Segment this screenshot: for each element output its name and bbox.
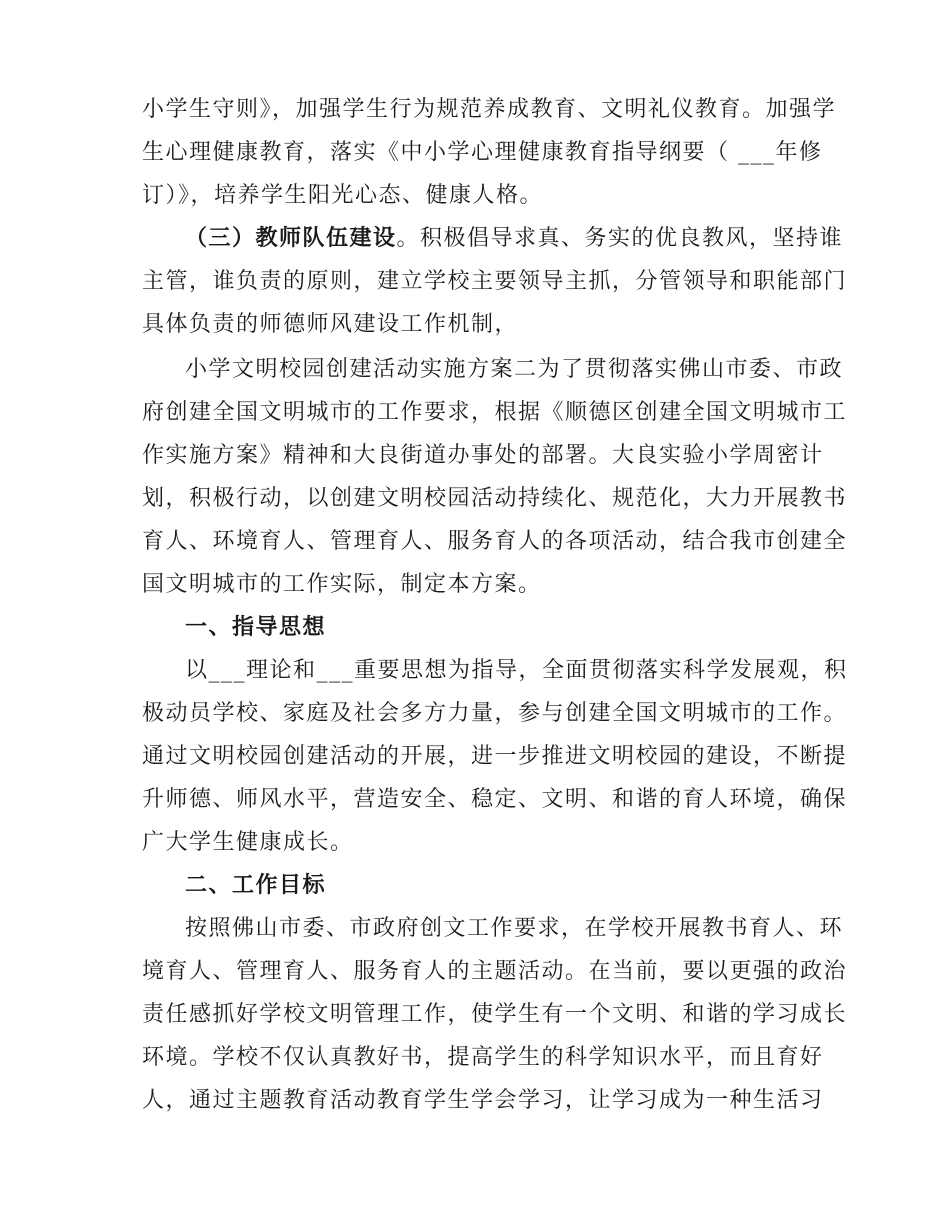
text-line: 升师德、师风水平，营造安全、稳定、文明、和谐的育人环境，确保 bbox=[142, 787, 848, 812]
text-line: 境育人、管理育人、服务育人的主题活动。在当前，要以更强的政治 bbox=[142, 959, 848, 984]
text-line: 具体负责的师德师风建设工作机制， bbox=[142, 312, 519, 337]
text-line: 小学文明校园创建活动实施方案二为了贯彻落实佛山市委、市政 bbox=[185, 357, 844, 382]
text-line: 小学生守则》，加强学生行为规范养成教育、文明礼仪教育。加强学 bbox=[142, 97, 837, 122]
text-line: 府创建全国文明城市的工作要求，根据《顺德区创建全国文明城市工 bbox=[142, 400, 848, 425]
text-line: 环境。学校不仅认真教好书，提高学生的科学知识水平，而且育好 bbox=[142, 1045, 824, 1070]
text-line: 人，通过主题教育活动教育学生学会学习，让学习成为一种生活习 bbox=[142, 1088, 824, 1113]
text-line: 极动员学校、家庭及社会多方力量，参与创建全国文明城市的工作。 bbox=[142, 701, 848, 726]
section-heading-work-goals: 二、工作目标 bbox=[185, 873, 327, 898]
text-line: 广大学生健康成长。 bbox=[142, 830, 354, 855]
text-line: 作实施方案》精神和大良街道办事处的部署。大良实验小学周密计 bbox=[142, 443, 824, 468]
text-line: 以___理论和___重要思想为指导，全面贯彻落实科学发展观，积 bbox=[185, 658, 848, 683]
text-span: 。积极倡导求真、务实的优良教风，坚持谁 bbox=[396, 226, 844, 251]
section-heading-guiding-ideology: 一、指导思想 bbox=[185, 615, 327, 640]
text-line: 国文明城市的工作实际，制定本方案。 bbox=[142, 572, 542, 597]
text-line: 通过文明校园创建活动的开展，进一步推进文明校园的建设，不断提 bbox=[142, 744, 848, 769]
text-line: 订）》，培养学生阳光心态、健康人格。 bbox=[142, 183, 544, 208]
text-line: 育人、环境育人、管理育人、服务育人的各项活动，结合我市创建全 bbox=[142, 529, 848, 554]
section-heading-teacher-team bbox=[185, 225, 843, 253]
text-line: 主管，谁负责的原则，建立学校主要领导主抓，分管领导和职能部门 bbox=[142, 269, 848, 294]
section-heading-label: （三）教师队伍建设 bbox=[185, 226, 397, 251]
text-line: 按照佛山市委、市政府创文工作要求，在学校开展教书育人、环 bbox=[185, 916, 844, 941]
text-line: 生心理健康教育，落实《中小学心理健康教育指导纲要（ ___年修 bbox=[142, 140, 823, 165]
text-line: 责任感抓好学校文明管理工作，使学生有一个文明、和谐的学习成长 bbox=[142, 1002, 848, 1027]
text-line: 划，积极行动，以创建文明校园活动持续化、规范化，大力开展教书 bbox=[142, 486, 848, 511]
